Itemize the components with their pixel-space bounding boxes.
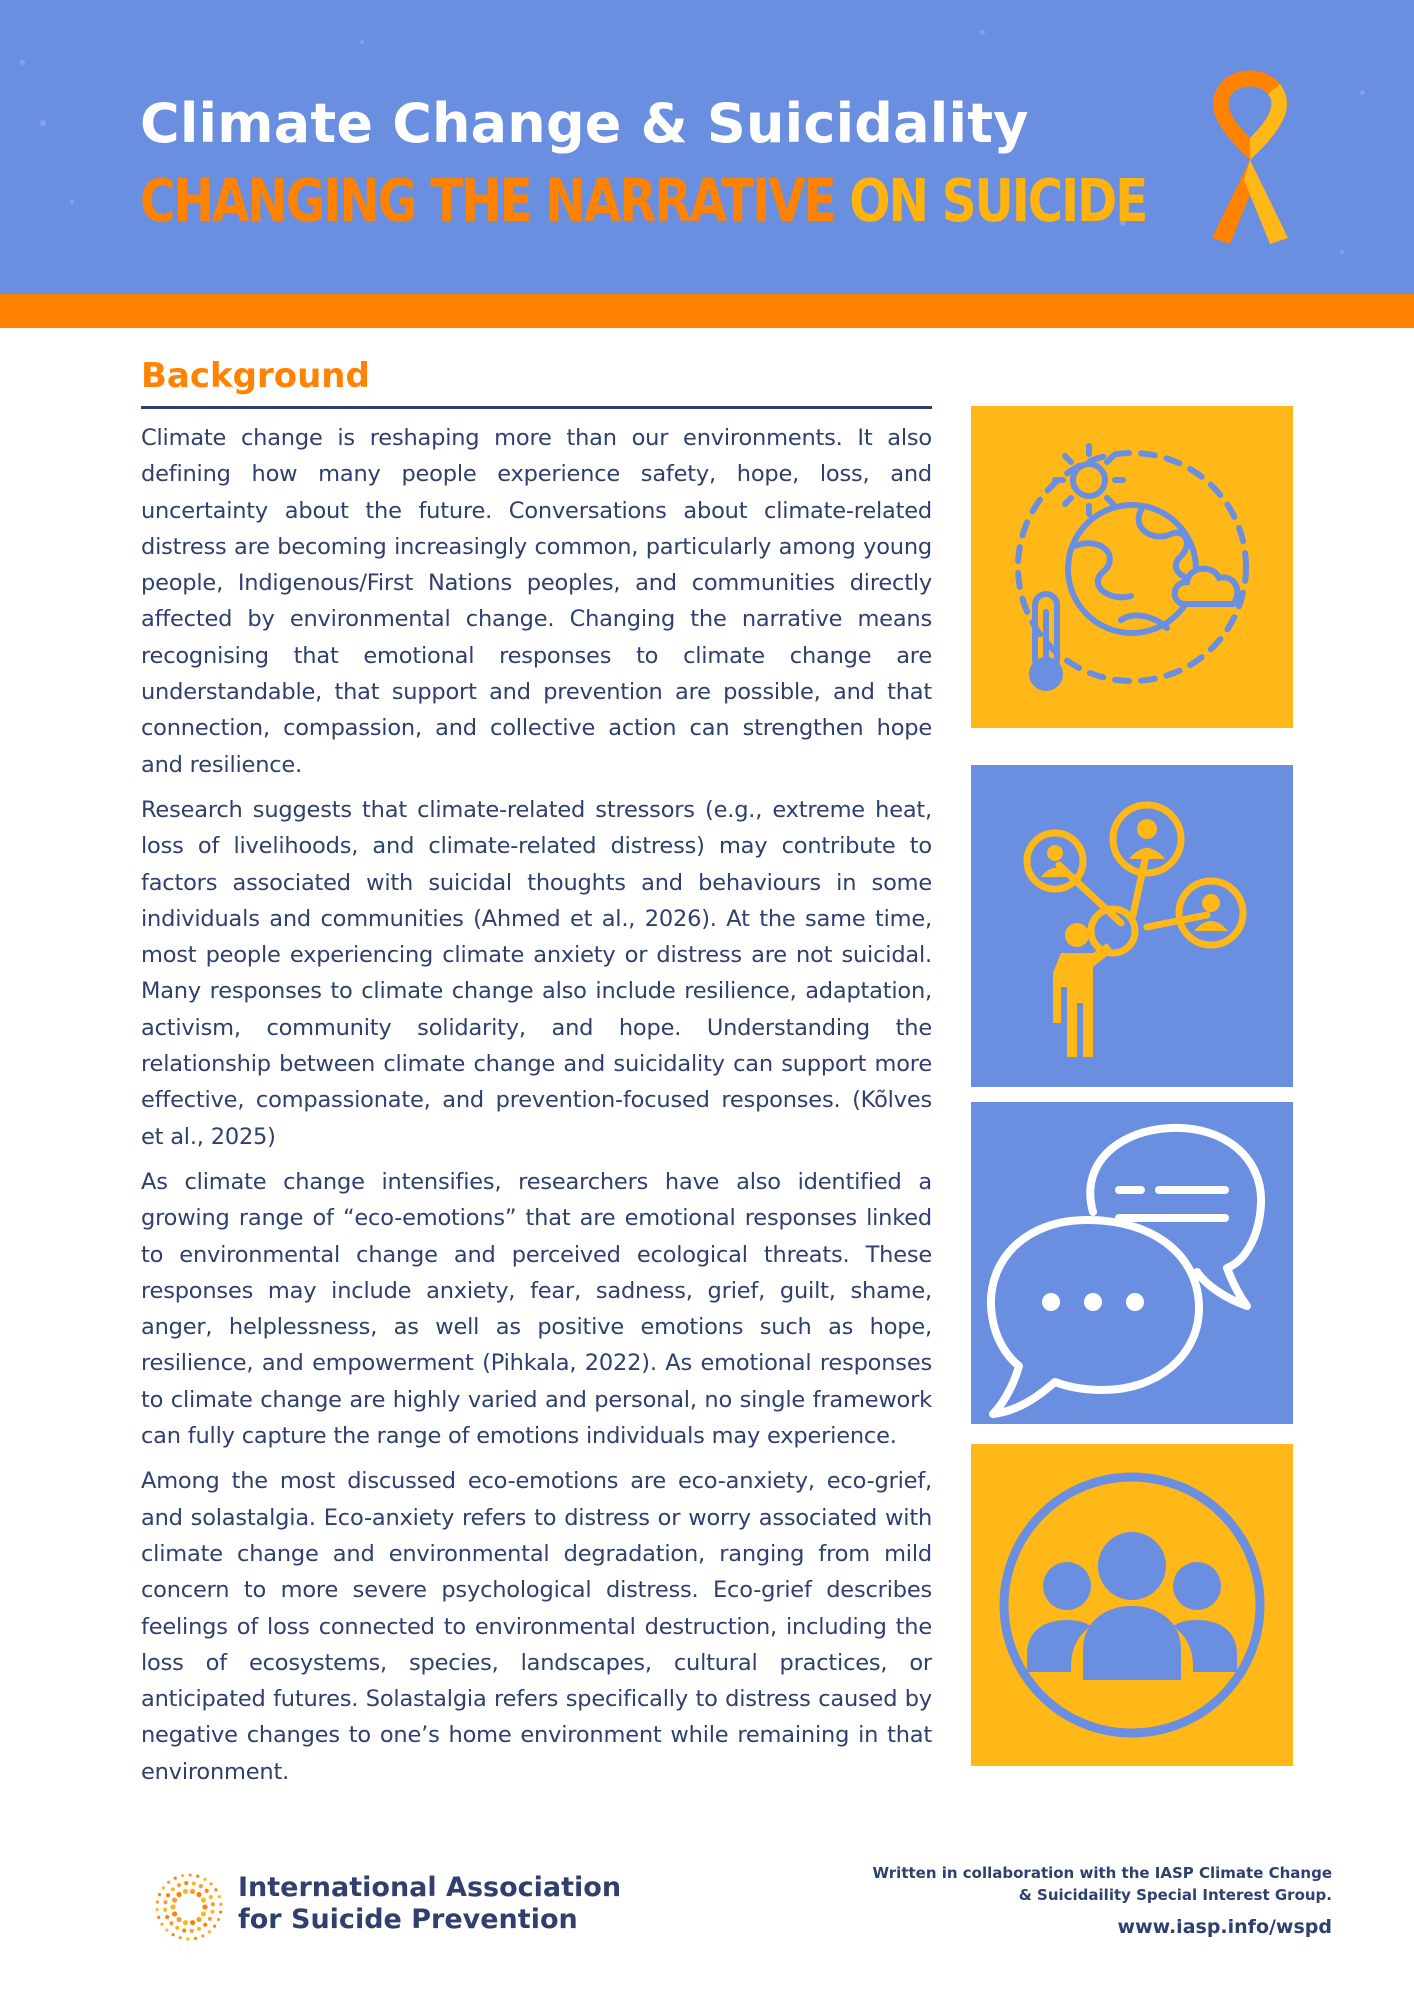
- website-link[interactable]: www.iasp.info/wspd: [1117, 1916, 1332, 1938]
- header-banner: [0, 0, 1414, 294]
- section-heading: Background: [141, 356, 370, 396]
- chat-bubbles-icon: [971, 1102, 1293, 1424]
- community-group-icon: [971, 1444, 1293, 1766]
- climate-panel: [971, 406, 1293, 728]
- body-text-column: [141, 420, 932, 1799]
- org-name-line-2: for Suicide Prevention: [238, 1904, 578, 1935]
- community-panel: [971, 1444, 1293, 1766]
- subtitle-part-2: ON SUICIDE: [834, 166, 1147, 235]
- page-subtitle: [140, 166, 1146, 235]
- credit-line-1: Written in collaboration with the IASP Climate Change: [872, 1864, 1332, 1882]
- collaboration-credit: [873, 1862, 1333, 1906]
- conversation-panel: [971, 1102, 1293, 1424]
- network-panel: [971, 765, 1293, 1087]
- paragraph-1: Climate change is reshaping more than our environments. It also defining how many people experience safety, hope, loss, and uncertainty about the future. Conversations about climate-related distress are becoming increasingly common, particularly among young people, Indigenous/First Nations peoples, and communities directly affected by environmental change. Changing the narrative means recognising that emotional responses to climate change are understandable, that support and prevention are possible, and that connection, compassion, and collective action can strengthen hope and resilience.: [141, 425, 932, 778]
- network-people-icon: [971, 765, 1293, 1087]
- awareness-ribbon-icon: [1196, 68, 1304, 248]
- heading-divider: [141, 406, 932, 409]
- page-title: Climate Change & Suicidality: [140, 92, 1029, 155]
- org-name: [238, 1872, 621, 1936]
- credit-line-2: & Suicidaility Special Interest Group.: [1018, 1886, 1332, 1904]
- paragraph-2: Research suggests that climate-related stressors (e.g., extreme heat, loss of livelihoods, and climate-related distress) may contribute to factors associated with suicidal thoughts and behaviours in some individuals and communities (Ahmed et al., 2026). At the same time, most people experiencing climate anxiety or distress are not suicidal. Many responses to climate change also include resilience, adaptation, activism, community solidarity, and hope. Understanding the relationship between climate change and suicidality can support more effective, compassionate, and prevention-focused responses. (Kõlves et al., 2025): [141, 796, 932, 1150]
- climate-globe-icon: [971, 406, 1293, 728]
- header-accent-band: [0, 294, 1414, 328]
- paragraph-3: As climate change intensifies, researchers have also identified a growing range of “eco-emotions” that are emotional responses linked to environmental change and perceived ecological threats. These responses may include anxiety, fear, sadness, grief, guilt, shame, anger, helplessness, as well as positive emotions such as hope, resilience, and empowerment (Pihkala, 2022). As emotional responses to climate change are highly varied and personal, no single framework can fully capture the range of emotions individuals may experience.: [141, 1168, 932, 1450]
- org-name-line-1: International Association: [238, 1872, 622, 1903]
- subtitle-part-1: CHANGING THE NARRATIVE: [140, 166, 835, 235]
- iasp-sunburst-logo-icon: [154, 1872, 224, 1942]
- paragraph-4: Among the most discussed eco-emotions are eco-anxiety, eco-grief, and solastalgia. Eco-anxiety refers to distress or worry associated with climate change and environmental degradation, ranging from mild concern to more severe psychological distress. Eco-grief describes feelings of loss connected to environmental destruction, including the loss of ecosystems, species, landscapes, cultural practices, or anticipated futures. Solastalgia refers specifically to distress caused by negative changes to one’s home environment while remaining in that environment.: [141, 1468, 932, 1785]
